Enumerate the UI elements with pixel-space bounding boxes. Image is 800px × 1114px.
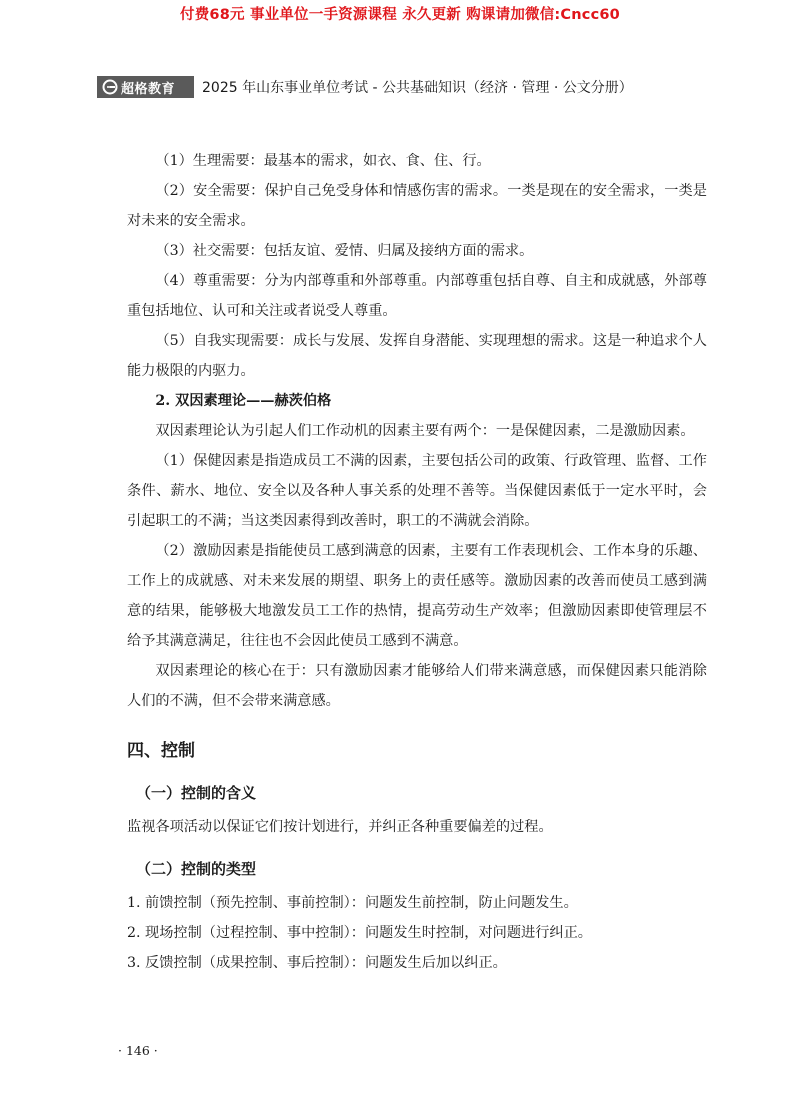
two-factor-intro: 双因素理论认为引起人们工作动机的因素主要有两个：一是保健因素，二是激励因素。	[155, 423, 695, 439]
two-factor-heading: 2. 双因素理论——赫茨伯格	[155, 393, 332, 409]
control-type-feedback: 3. 反馈控制（成果控制、事后控制）：问题发生后加以纠正。	[127, 955, 507, 971]
brand-logo-text: 超格教育	[121, 81, 176, 97]
page-header	[97, 76, 633, 98]
section-heading-control: 四、控制	[127, 741, 195, 761]
page-number: · 146 ·	[118, 1043, 158, 1058]
running-header-title: 2025 年山东事业单位考试 - 公共基础知识（经济 · 管理 · 公文分册）	[202, 80, 633, 96]
brand-logo-icon	[102, 79, 118, 95]
watermark-banner: 付费68元 事业单位一手资源课程 永久更新 购课请加微信:Cncc60	[180, 7, 620, 23]
subheading-control-meaning: （一）控制的含义	[136, 784, 257, 802]
control-type-concurrent: 2. 现场控制（过程控制、事中控制）：问题发生时控制，对问题进行纠正。	[127, 925, 592, 941]
maslow-item-4: （4）尊重需要：分为内部尊重和外部尊重。内部尊重包括自尊、自主和成就感，外部尊重包括地位、认可和关注或者说受人尊重。	[127, 273, 707, 319]
subheading-control-types: （二）控制的类型	[136, 860, 257, 878]
control-meaning-text: 监视各项活动以保证它们按计划进行，并纠正各种重要偏差的过程。	[127, 819, 553, 835]
brand-logo	[97, 76, 194, 98]
motivator-factor-paragraph: （2）激励因素是指能使员工感到满意的因素，主要有工作表现机会、工作本身的乐趣、工作上的成就感、对未来发展的期望、职务上的责任感等。激励因素的改善而使员工感到满意的结果，能够极大地激发员工工作的热情，提高劳动生产效率；但激励因素即使管理层不给予其满意满足，往往也不会因此使员工感到不满意。	[127, 543, 707, 649]
maslow-item-3: （3）社交需要：包括友谊、爱情、归属及接纳方面的需求。	[155, 243, 534, 259]
maslow-item-1: （1）生理需要：最基本的需求，如衣、食、住、行。	[155, 153, 491, 169]
document-body	[127, 146, 707, 978]
control-type-feedforward: 1. 前馈控制（预先控制、事前控制）：问题发生前控制，防止问题发生。	[127, 895, 578, 911]
hygiene-factor-paragraph: （1）保健因素是指造成员工不满的因素，主要包括公司的政策、行政管理、监督、工作条件、薪水、地位、安全以及各种人事关系的处理不善等。当保健因素低于一定水平时，会引起职工的不满；当这类因素得到改善时，职工的不满就会消除。	[127, 453, 707, 529]
two-factor-core-paragraph: 双因素理论的核心在于：只有激励因素才能够给人们带来满意感，而保健因素只能消除人们的不满，但不会带来满意感。	[127, 663, 707, 709]
maslow-item-2: （2）安全需要：保护自己免受身体和情感伤害的需求。一类是现在的安全需求，一类是对未来的安全需求。	[127, 183, 707, 229]
maslow-item-5: （5）自我实现需要：成长与发展、发挥自身潜能、实现理想的需求。这是一种追求个人能力极限的内驱力。	[127, 333, 707, 379]
